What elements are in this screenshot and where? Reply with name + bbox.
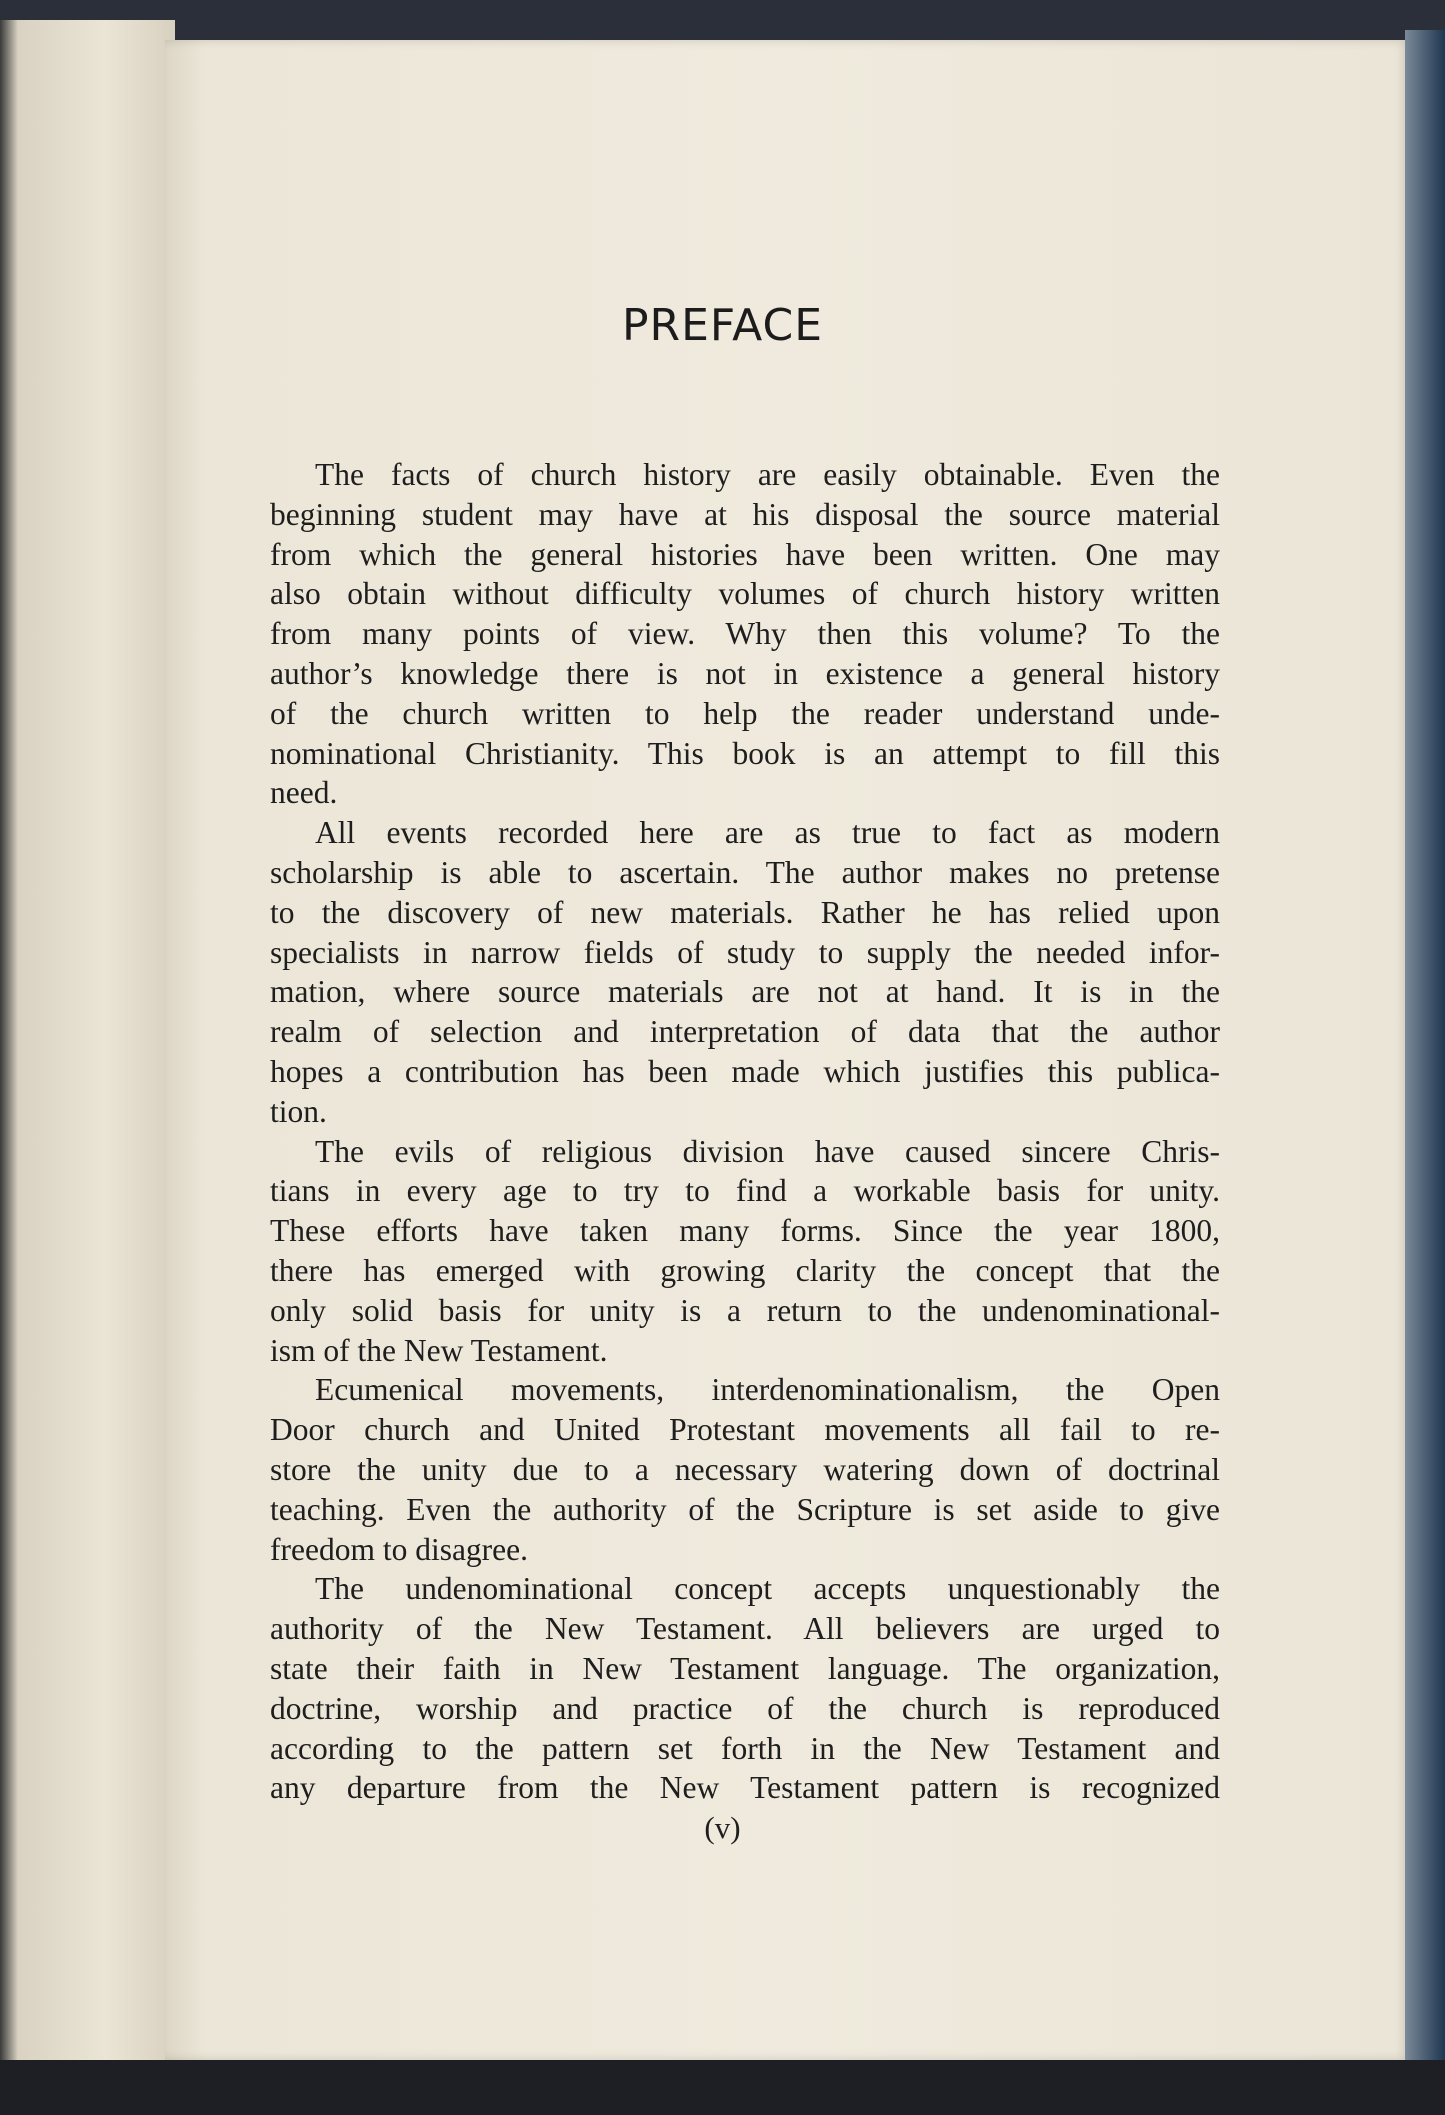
text-line: mation, where source materials are not at hand. It is in the <box>270 974 1220 1010</box>
text-line: of the church written to help the reader understand unde- <box>270 695 1220 731</box>
page-title: PREFACE <box>621 300 824 351</box>
text-line: ism of the New Testament. <box>270 1332 608 1368</box>
text-line: The undenominational concept accepts unquestionably the <box>315 1571 1220 1607</box>
text-line: tians in every age to try to find a workable basis for unity. <box>270 1173 1220 1209</box>
paragraph <box>270 1132 1220 1371</box>
text-line: realm of selection and interpretation of data that the author <box>270 1014 1220 1050</box>
text-line: author’s knowledge there is not in existence a general history <box>270 655 1220 691</box>
paragraph <box>270 813 1220 1131</box>
text-line: store the unity due to a necessary watering down of doctrinal <box>270 1451 1220 1487</box>
text-line: only solid basis for unity is a return to the undenominational- <box>270 1292 1220 1328</box>
text-line: The facts of church history are easily obtainable. Even the <box>315 457 1220 492</box>
text-line: doctrine, worship and practice of the church is reproduced <box>270 1690 1220 1726</box>
text-line: hopes a contribution has been made which justifies this publica- <box>270 1053 1220 1089</box>
text-line: scholarship is able to ascertain. The author makes no pretense <box>270 854 1220 890</box>
text-line: from many points of view. Why then this volume? To the <box>270 616 1220 652</box>
text-line: from which the general histories have been written. One may <box>270 536 1220 572</box>
text-line: teaching. Even the authority of the Scripture is set aside to give <box>270 1491 1220 1527</box>
text-line: specialists in narrow fields of study to supply the needed infor- <box>270 934 1220 970</box>
text-line: to the discovery of new materials. Rather he has relied upon <box>270 894 1220 930</box>
text-line: state their faith in New Testament language. The organization, <box>270 1650 1220 1686</box>
text-line: Door church and United Protestant movements all fail to re- <box>270 1412 1220 1448</box>
text-line: nominational Christianity. This book is an attempt to fill this <box>270 735 1220 771</box>
text-line: also obtain without difficulty volumes of church history written <box>270 576 1220 612</box>
text-line: Ecumenical movements, interdenominationalism, the Open <box>315 1372 1220 1408</box>
paragraph <box>270 455 1220 813</box>
page-number: (v) <box>704 1810 741 1845</box>
paragraph <box>270 1569 1220 1808</box>
preface-body <box>270 455 1220 1808</box>
text-line: need. <box>270 775 338 811</box>
text-line: beginning student may have at his disposal the source material <box>270 496 1220 532</box>
text-line: authority of the New Testament. All believers are urged to <box>270 1611 1220 1647</box>
text-line: The evils of religious division have caused sincere Chris- <box>315 1133 1220 1169</box>
text-line: any departure from the New Testament pattern is recognized <box>270 1770 1220 1806</box>
background-surface <box>0 2060 1445 2115</box>
text-line: tion. <box>270 1093 327 1129</box>
text-line: according to the pattern set forth in the New Testament and <box>270 1730 1220 1766</box>
text-line: there has emerged with growing clarity the concept that the <box>270 1252 1220 1288</box>
paragraph <box>270 1370 1220 1569</box>
text-line: All events recorded here are as true to fact as modern <box>315 815 1220 851</box>
text-line: These efforts have taken many forms. Since the year 1800, <box>270 1213 1220 1249</box>
text-line: freedom to disagree. <box>270 1531 529 1567</box>
